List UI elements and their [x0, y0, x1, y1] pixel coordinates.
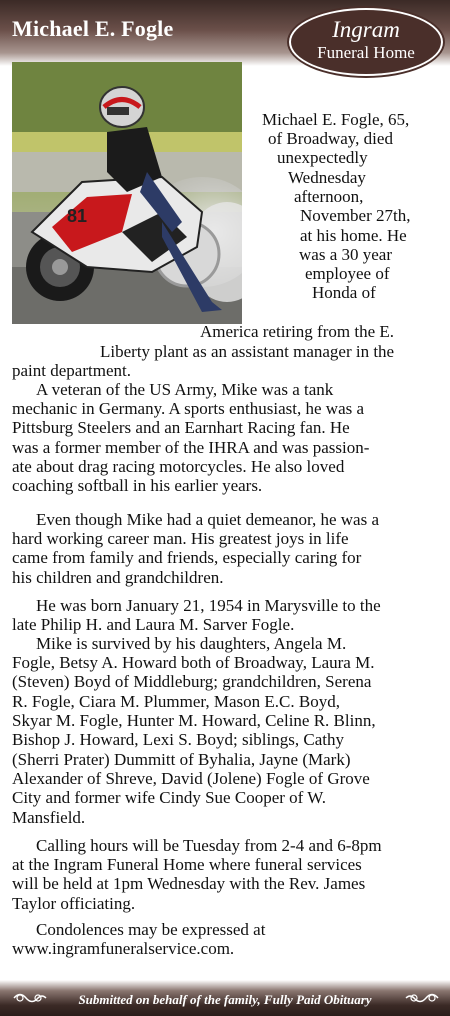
obit-line: Taylor officiating.	[12, 894, 136, 913]
obit-line: at his home. He	[300, 226, 407, 245]
footer-note: Submitted on behalf of the family, Fully Paid Obituary	[78, 992, 372, 1007]
obit-line: November 27th,	[300, 206, 411, 225]
obit-line: coaching softball in his earlier years.	[12, 476, 263, 495]
obit-line: hard working career man. His greatest joys in life	[12, 529, 349, 548]
obit-line: Fogle, Betsy A. Howard both of Broadway, Laura M.	[12, 653, 375, 672]
obit-line: Mansfield.	[12, 808, 86, 827]
obit-line: Bishop J. Howard, Lexi S. Boyd; siblings, Cathy	[12, 730, 344, 749]
obit-line: paint department.	[12, 361, 131, 380]
deceased-name: Michael E. Fogle	[12, 16, 174, 41]
obit-line: his children and grandchildren.	[12, 568, 224, 587]
obit-line: late Philip H. and Laura M. Sarver Fogle.	[12, 615, 295, 634]
logo-line-2: Funeral Home	[317, 43, 415, 62]
obit-line: Calling hours will be Tuesday from 2-4 and 6-8pm	[36, 836, 382, 855]
obit-line: Michael E. Fogle, 65,	[262, 110, 410, 129]
obit-line: was a former member of the IHRA and was passion-	[12, 438, 370, 457]
obit-line: afternoon,	[294, 187, 364, 206]
obit-line: He was born January 21, 1954 in Marysville to the	[36, 596, 381, 615]
obit-line: Mike is survived by his daughters, Angela M.	[36, 634, 347, 653]
obit-line: Even though Mike had a quiet demeanor, he was a	[36, 510, 379, 529]
obit-line: Wednesday	[288, 168, 366, 187]
obit-line: R. Fogle, Ciara M. Plummer, Mason E.C. Boyd,	[12, 692, 340, 711]
obit-line: was a 30 year	[299, 245, 392, 264]
obit-line: Condolences may be expressed at	[36, 920, 266, 939]
obit-line: employee of	[305, 264, 390, 283]
obit-line: unexpectedly	[277, 148, 368, 167]
obit-line: A veteran of the US Army, Mike was a tank	[36, 380, 334, 399]
ornament-right-icon	[404, 990, 440, 1006]
obit-line: Alexander of Shreve, David (Jolene) Fogle of Grove	[12, 769, 370, 788]
logo-line-1: Ingram	[332, 17, 400, 42]
obit-line: Liberty plant as an assistant manager in the	[100, 342, 395, 361]
obit-line: at the Ingram Funeral Home where funeral services	[12, 855, 362, 874]
obit-line: America retiring from the E.	[200, 322, 395, 341]
obit-line: Skyar M. Fogle, Hunter M. Howard, Celine R. Blinn,	[12, 711, 376, 730]
obit-line: will be held at 1pm Wednesday with the Rev. James	[12, 874, 366, 893]
obit-line: mechanic in Germany. A sports enthusiast, he was a	[12, 399, 365, 418]
obit-line: www.ingramfuneralservice.com.	[12, 939, 235, 958]
obit-line: ate about drag racing motorcycles. He also loved	[12, 457, 345, 476]
obit-line: Pittsburg Steelers and an Earnhart Racing fan. He	[12, 418, 350, 437]
funeral-home-logo	[289, 8, 443, 76]
obit-line: of Broadway, died	[268, 129, 393, 148]
obit-line: came from family and friends, especially caring for	[12, 548, 362, 567]
footer-band	[0, 980, 450, 1016]
obit-line: (Sherri Prater) Dummitt of Byhalia, Jayne (Mark)	[12, 750, 351, 769]
bike-number: 81	[67, 206, 88, 226]
obit-line: Honda of	[312, 283, 376, 302]
motorcycle-photo	[12, 62, 242, 324]
obit-line: City and former wife Cindy Sue Cooper of W.	[12, 788, 326, 807]
obit-line: (Steven) Boyd of Middleburg; grandchildren, Serena	[12, 672, 372, 691]
